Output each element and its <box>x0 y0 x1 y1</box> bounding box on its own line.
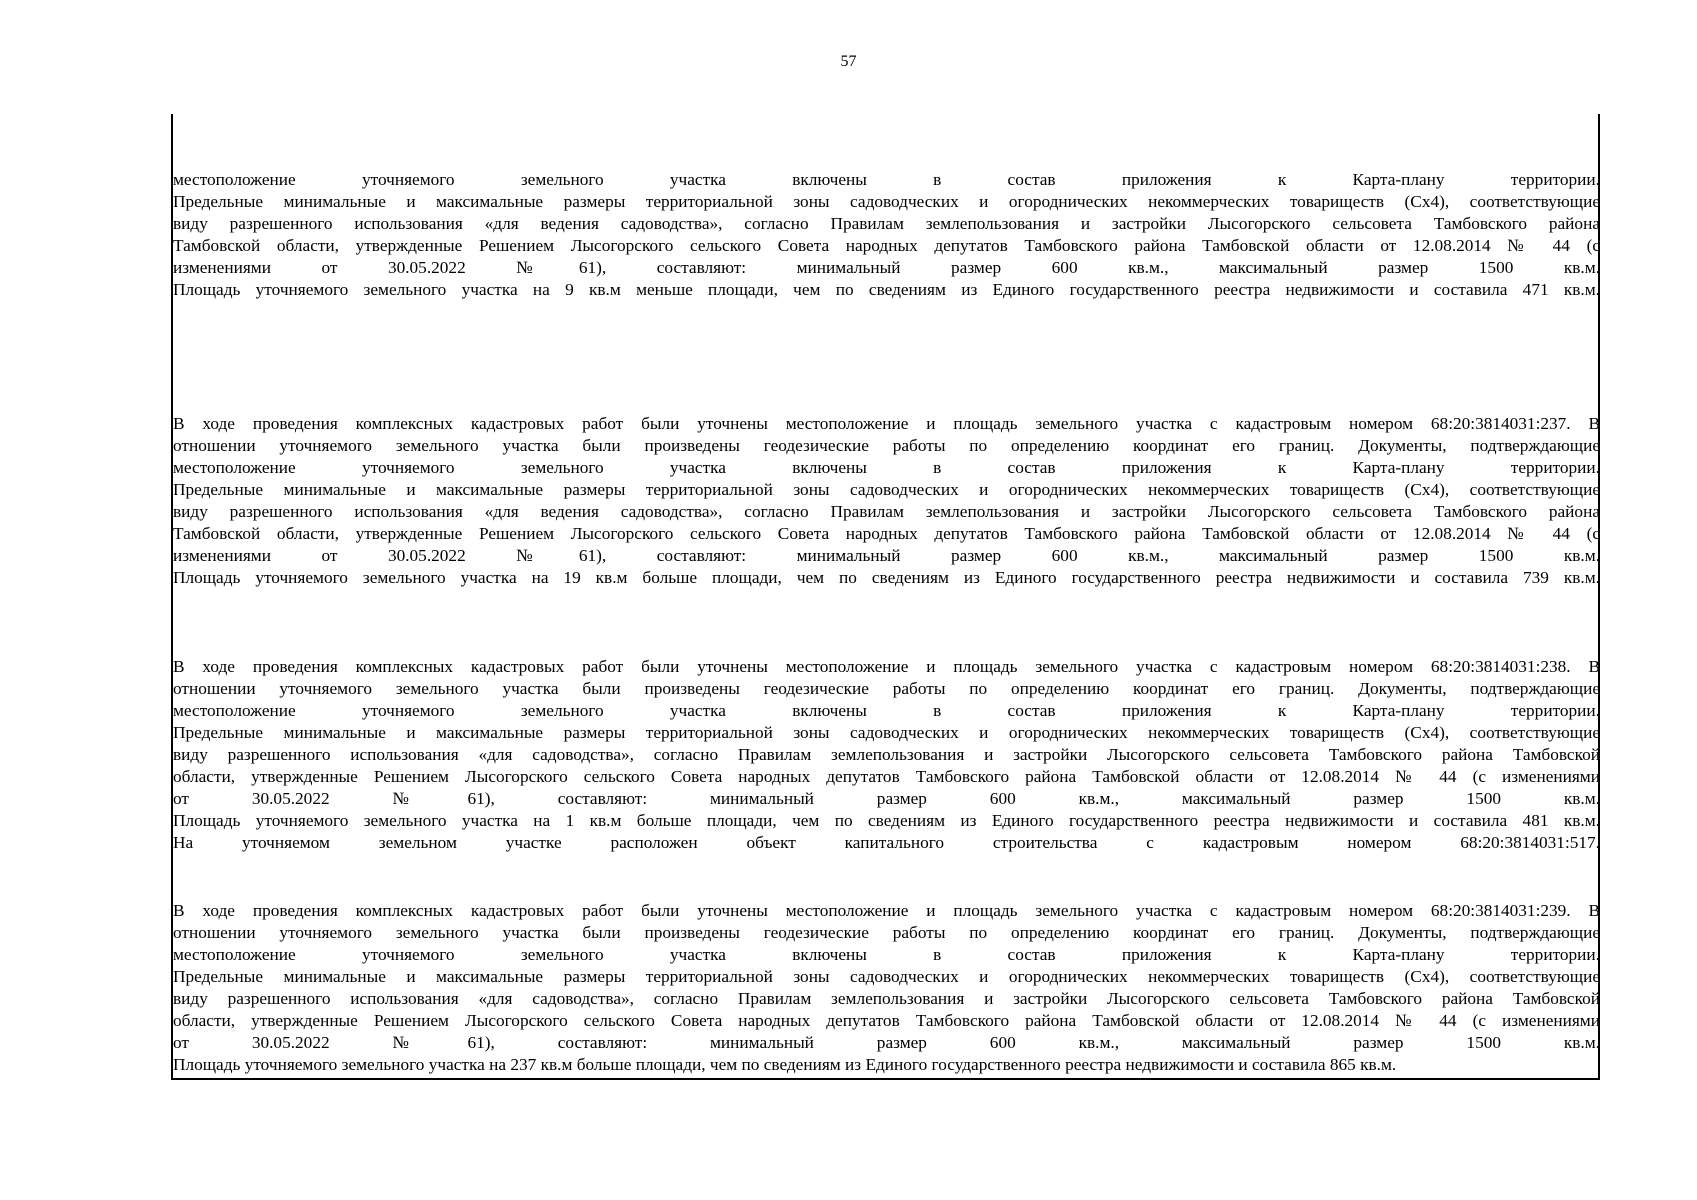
paragraph-line: области, утвержденные Решением Лысогорского сельского Совета народных депутатов Тамбовского района Тамбовской области от 12.08.2014 № 44 (с изменениями <box>173 767 1600 786</box>
paragraph-line: виду разрешенного использования «для ведения садоводства», согласно Правилам землепользования и застройки Лысогорского сельсовета Тамбовского района <box>173 214 1600 233</box>
paragraph-plot-1 <box>173 169 1600 301</box>
paragraph-line: изменениями от 30.05.2022 №61), составляют: минимальный размер 600 кв.м., максимальный размер 1500 кв.м. <box>173 258 1600 277</box>
paragraph-line: местоположение уточняемого земельного участка включены в состав приложения к Карта-плану территории. <box>173 458 1600 477</box>
paragraph-line: виду разрешенного использования «для ведения садоводства», согласно Правилам землепользования и застройки Лысогорского сельсовета Тамбовского района <box>173 502 1600 521</box>
paragraph-line: местоположение уточняемого земельного участка включены в состав приложения к Карта-плану территории. <box>173 701 1600 720</box>
paragraph-line: местоположение уточняемого земельного участка включены в состав приложения к Карта-плану территории. <box>173 170 1600 189</box>
paragraph-line: области, утвержденные Решением Лысогорского сельского Совета народных депутатов Тамбовского района Тамбовской области от 12.08.2014 № 44 (с изменениями <box>173 1011 1600 1030</box>
paragraph-line: отношении уточняемого земельного участка были произведены геодезические работы по определению координат его границ. Документы, подтверждающие <box>173 436 1600 455</box>
paragraph-line: Площадь уточняемого земельного участка на 237 кв.м больше площади, чем по сведениям из Единого государственного реестра недвижимости и составила 865 кв.м. <box>173 1055 1397 1074</box>
paragraph-line: Площадь уточняемого земельного участка на 1 кв.м больше площади, чем по сведениям из Единого государственного реестра недвижимости и составила 481 кв.м. <box>173 811 1600 830</box>
paragraph-line: отношении уточняемого земельного участка были произведены геодезические работы по определению координат его границ. Документы, подтверждающие <box>173 923 1600 942</box>
paragraph-line: Площадь уточняемого земельного участка на 9 кв.м меньше площади, чем по сведениям из Единого государственного реестра недвижимости и составила 471 кв.м. <box>173 280 1600 299</box>
paragraph-line: виду разрешенного использования «для садоводства», согласно Правилам землепользования и застройки Лысогорского сельсовета Тамбовского района Тамбовской <box>173 745 1600 764</box>
paragraph-line: В ходе проведения комплексных кадастровых работ были уточнены местоположение и площадь земельного участка с кадастровым номером 68:20:3814031:237. В <box>173 414 1600 433</box>
paragraph-plot-237 <box>173 413 1600 589</box>
paragraph-line: от 30.05.2022 №61), составляют: минимальный размер 600 кв.м., максимальный размер 1500 кв.м. <box>173 1033 1600 1052</box>
paragraph-line: Предельные минимальные и максимальные размеры территориальной зоны садоводческих и огороднических некоммерческих товариществ (Сх4), соответствующие <box>173 192 1600 211</box>
paragraph-line: Предельные минимальные и максимальные размеры территориальной зоны садоводческих и огороднических некоммерческих товариществ (Сх4), соответствующие <box>173 967 1600 986</box>
paragraph-line: Площадь уточняемого земельного участка на 19 кв.м больше площади, чем по сведениям из Единого государственного реестра недвижимости и составила 739 кв.м. <box>173 568 1600 587</box>
paragraph-line: Предельные минимальные и максимальные размеры территориальной зоны садоводческих и огороднических некоммерческих товариществ (Сх4), соответствующие <box>173 480 1600 499</box>
document-frame <box>171 114 1600 1080</box>
paragraph-line: Тамбовской области, утвержденные Решением Лысогорского сельского Совета народных депутатов Тамбовского района Тамбовской области от 12.08.2014 № 44 (с <box>173 236 1600 255</box>
paragraph-line: от 30.05.2022 №61), составляют: минимальный размер 600 кв.м., максимальный размер 1500 кв.м. <box>173 789 1600 808</box>
page-number: 57 <box>840 53 857 70</box>
paragraph-line: Предельные минимальные и максимальные размеры территориальной зоны садоводческих и огороднических некоммерческих товариществ (Сх4), соответствующие <box>173 723 1600 742</box>
paragraph-line: виду разрешенного использования «для садоводства», согласно Правилам землепользования и застройки Лысогорского сельсовета Тамбовского района Тамбовской <box>173 989 1600 1008</box>
paragraph-line: местоположение уточняемого земельного участка включены в состав приложения к Карта-плану территории. <box>173 945 1600 964</box>
paragraph-plot-239 <box>173 900 1600 1076</box>
paragraph-line: На уточняемом земельном участке расположен объект капитального строительства с кадастровым номером 68:20:3814031:517. <box>173 833 1600 852</box>
paragraph-line: отношении уточняемого земельного участка были произведены геодезические работы по определению координат его границ. Документы, подтверждающие <box>173 679 1600 698</box>
paragraph-line: В ходе проведения комплексных кадастровых работ были уточнены местоположение и площадь земельного участка с кадастровым номером 68:20:3814031:239. В <box>173 901 1600 920</box>
paragraph-line: Тамбовской области, утвержденные Решением Лысогорского сельского Совета народных депутатов Тамбовского района Тамбовской области от 12.08.2014 № 44 (с <box>173 524 1600 543</box>
paragraph-line: изменениями от 30.05.2022 №61), составляют: минимальный размер 600 кв.м., максимальный размер 1500 кв.м. <box>173 546 1600 565</box>
paragraph-plot-238 <box>173 656 1600 854</box>
paragraph-line: В ходе проведения комплексных кадастровых работ были уточнены местоположение и площадь земельного участка с кадастровым номером 68:20:3814031:238. В <box>173 657 1600 676</box>
